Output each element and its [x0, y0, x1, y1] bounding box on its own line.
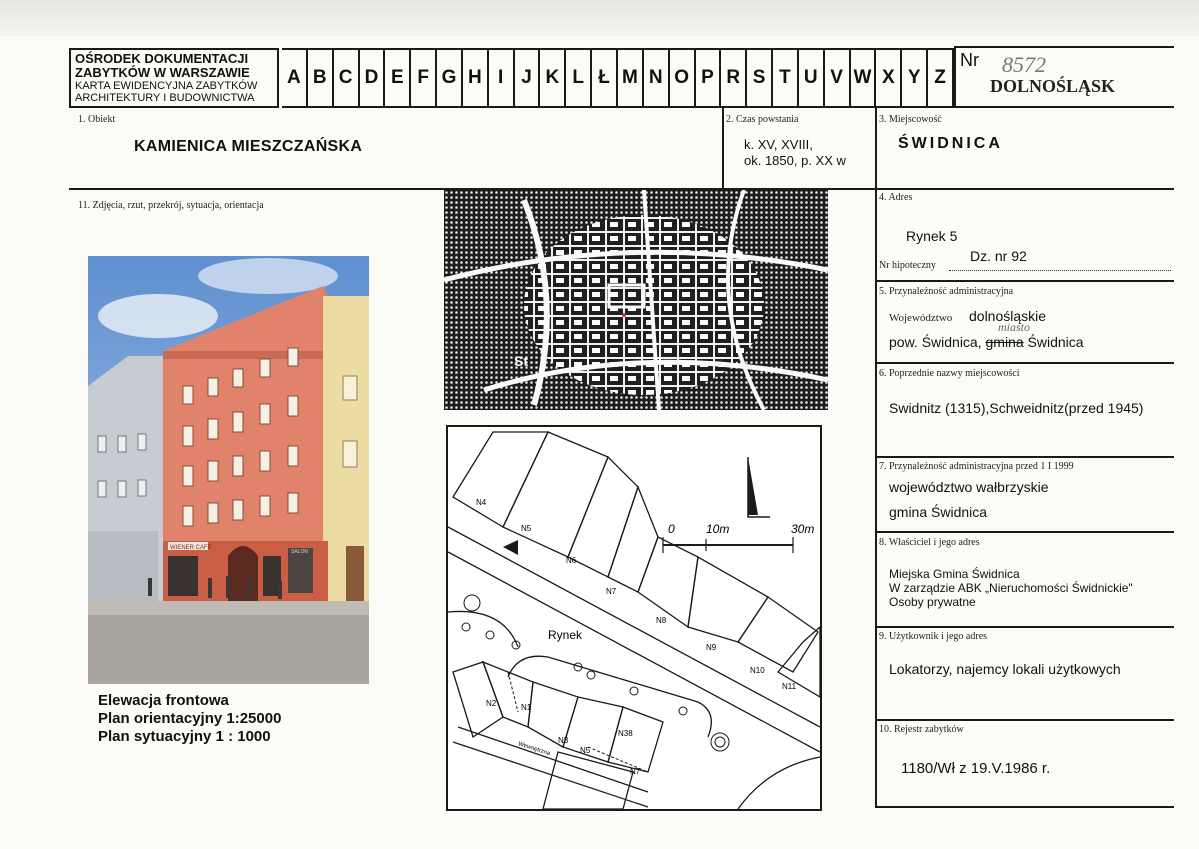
- nr-value: 8572: [1002, 52, 1046, 77]
- scale-thirty: 30m: [791, 522, 815, 536]
- register-value: 1180/Wł z 19.V.1986 r.: [901, 760, 1051, 777]
- time-line-1: k. XV, XVIII,: [744, 137, 813, 152]
- parcel-n38: N38: [618, 729, 633, 738]
- caption-site-plan: Plan sytuacyjny 1 : 1000: [98, 728, 271, 745]
- caption-orientation-plan: Plan orientacyjny 1:25000: [98, 710, 282, 727]
- parcel-n5: N5: [521, 524, 532, 533]
- index-letter: X: [876, 50, 902, 106]
- index-letter: Y: [902, 50, 928, 106]
- right-column: [877, 188, 1174, 808]
- index-letter: H: [463, 50, 489, 106]
- mortgage-label: Nr hipoteczny: [879, 260, 936, 271]
- index-letter: A: [282, 50, 308, 106]
- index-letter: E: [385, 50, 411, 106]
- parcel-n4: N4: [476, 498, 487, 507]
- parcel-n7-lower: N7: [630, 767, 641, 776]
- county-text: pow. Świdnica,: [889, 334, 986, 350]
- index-letter: I: [489, 50, 515, 106]
- owner-line-2: W zarządzie ABK „Nieruchomości Świdnickie": [889, 581, 1133, 595]
- photo-captions: [98, 692, 281, 746]
- place-label: 3. Miejscowość: [879, 114, 942, 125]
- index-letter: P: [696, 50, 722, 106]
- site-plan: [446, 425, 822, 811]
- index-letter: Ł: [592, 50, 618, 106]
- nr-label: Nr: [960, 50, 979, 70]
- parcel-n7: N7: [606, 587, 617, 596]
- parcel-n1: N1: [521, 703, 532, 712]
- admin-before-line-2: gmina Świdnica: [889, 504, 988, 520]
- former-names-label: 6. Poprzednie nazwy miejscowości: [879, 368, 1020, 379]
- index-letter: U: [799, 50, 825, 106]
- parcel-n8: N8: [656, 616, 667, 625]
- mortgage-value: Dz. nr 92: [970, 248, 1027, 264]
- region-name: DOLNOŚLĄSK: [990, 76, 1116, 96]
- square-label: Rynek: [548, 628, 583, 642]
- place-name: ŚWIDNICA: [898, 135, 1003, 152]
- station-label: St: [514, 353, 528, 369]
- orientation-map: [444, 190, 828, 410]
- site-plan-drawing: [448, 427, 820, 809]
- index-letter: J: [515, 50, 541, 106]
- facade-illustration: [88, 256, 369, 684]
- index-letter: L: [566, 50, 592, 106]
- time-label: 2. Czas powstania: [726, 114, 799, 125]
- index-letter: T: [773, 50, 799, 106]
- parcel-n9: N9: [706, 643, 717, 652]
- county-town: Świdnica: [1023, 334, 1084, 350]
- object-name: KAMIENICA MIESZCZAŃSKA: [134, 138, 363, 155]
- cafe-sign: WIENER CAFE: [170, 545, 212, 551]
- parcel-n5-lower: N5: [580, 746, 591, 755]
- parcel-n10: N10: [750, 666, 765, 675]
- voivodeship-value: dolnośląskie: [969, 308, 1047, 324]
- facade-photo: [88, 256, 369, 684]
- struck-gmina: gmina: [985, 334, 1024, 350]
- index-letter: W: [851, 50, 877, 106]
- user-value: Lokatorzy, najemcy lokali użytkowych: [889, 661, 1121, 677]
- scale-zero: 0: [668, 522, 675, 536]
- index-letter: G: [437, 50, 463, 106]
- mortgage-line: [949, 270, 1171, 271]
- former-names-value: Swidnitz (1315),Schweidnitz(przed 1945): [889, 400, 1144, 416]
- institution-name-2: ZABYTKÓW W WARSZAWIE: [75, 65, 250, 80]
- scale-ten: 10m: [706, 522, 730, 536]
- photos-label: 11. Zdjęcia, rzut, przekrój, sytuacja, orientacja: [78, 200, 264, 211]
- institution-subtitle-2: ARCHITEKTURY I BUDOWNICTWA: [75, 92, 255, 104]
- parcel-n2: N2: [486, 699, 497, 708]
- address-value: Rynek 5: [906, 228, 958, 244]
- street-label: Wewnętrzna: [517, 741, 551, 758]
- admin-before-label: 7. Przynależność administracyjna przed 1 I 1999: [879, 461, 1074, 472]
- index-letter: B: [308, 50, 334, 106]
- institution-subtitle-1: KARTA EWIDENCYJNA ZABYTKÓW: [75, 80, 258, 92]
- alphabet-index: [282, 48, 954, 108]
- index-letter: R: [721, 50, 747, 106]
- index-letter: D: [360, 50, 386, 106]
- admin-before-line-1: województwo wałbrzyskie: [889, 479, 1049, 495]
- time-line-2: ok. 1850, p. XX w: [744, 153, 846, 168]
- index-letter: S: [747, 50, 773, 106]
- parcel-n11: N11: [782, 682, 797, 691]
- caption-facade: Elewacja frontowa: [98, 692, 229, 709]
- salon-sign: SALON: [291, 549, 308, 555]
- handwritten-note: miasto: [998, 320, 1031, 334]
- owner-line-3: Osoby prywatne: [889, 595, 976, 609]
- index-letter: C: [334, 50, 360, 106]
- register-label: 10. Rejestr zabytków: [879, 724, 964, 735]
- owner-line-1: Miejska Gmina Świdnica: [889, 567, 1020, 581]
- voivodeship-label: Województwo: [889, 312, 953, 324]
- scan-top-edge: [0, 0, 1199, 36]
- orientation-map-drawing: [444, 190, 828, 410]
- index-letter: O: [670, 50, 696, 106]
- object-label: 1. Obiekt: [78, 114, 116, 125]
- parcel-n3: N3: [558, 736, 569, 745]
- user-label: 9. Użytkownik i jego adres: [879, 631, 988, 642]
- nr-box: [954, 46, 1174, 108]
- institution-name-1: OŚRODEK DOKUMENTACJI: [75, 51, 249, 66]
- institution-box: [69, 48, 279, 108]
- index-letter: V: [825, 50, 851, 106]
- index-letter: N: [644, 50, 670, 106]
- parcel-n6: N6: [566, 556, 577, 565]
- county-line: [889, 334, 1084, 350]
- index-letter: F: [411, 50, 437, 106]
- owner-label: 8. Właściciel i jego adres: [879, 537, 980, 548]
- address-label: 4. Adres: [879, 192, 913, 203]
- index-letter: Z: [928, 50, 954, 106]
- index-letter: K: [540, 50, 566, 106]
- admin-label: 5. Przynależność administracyjna: [879, 286, 1014, 297]
- index-letter: M: [618, 50, 644, 106]
